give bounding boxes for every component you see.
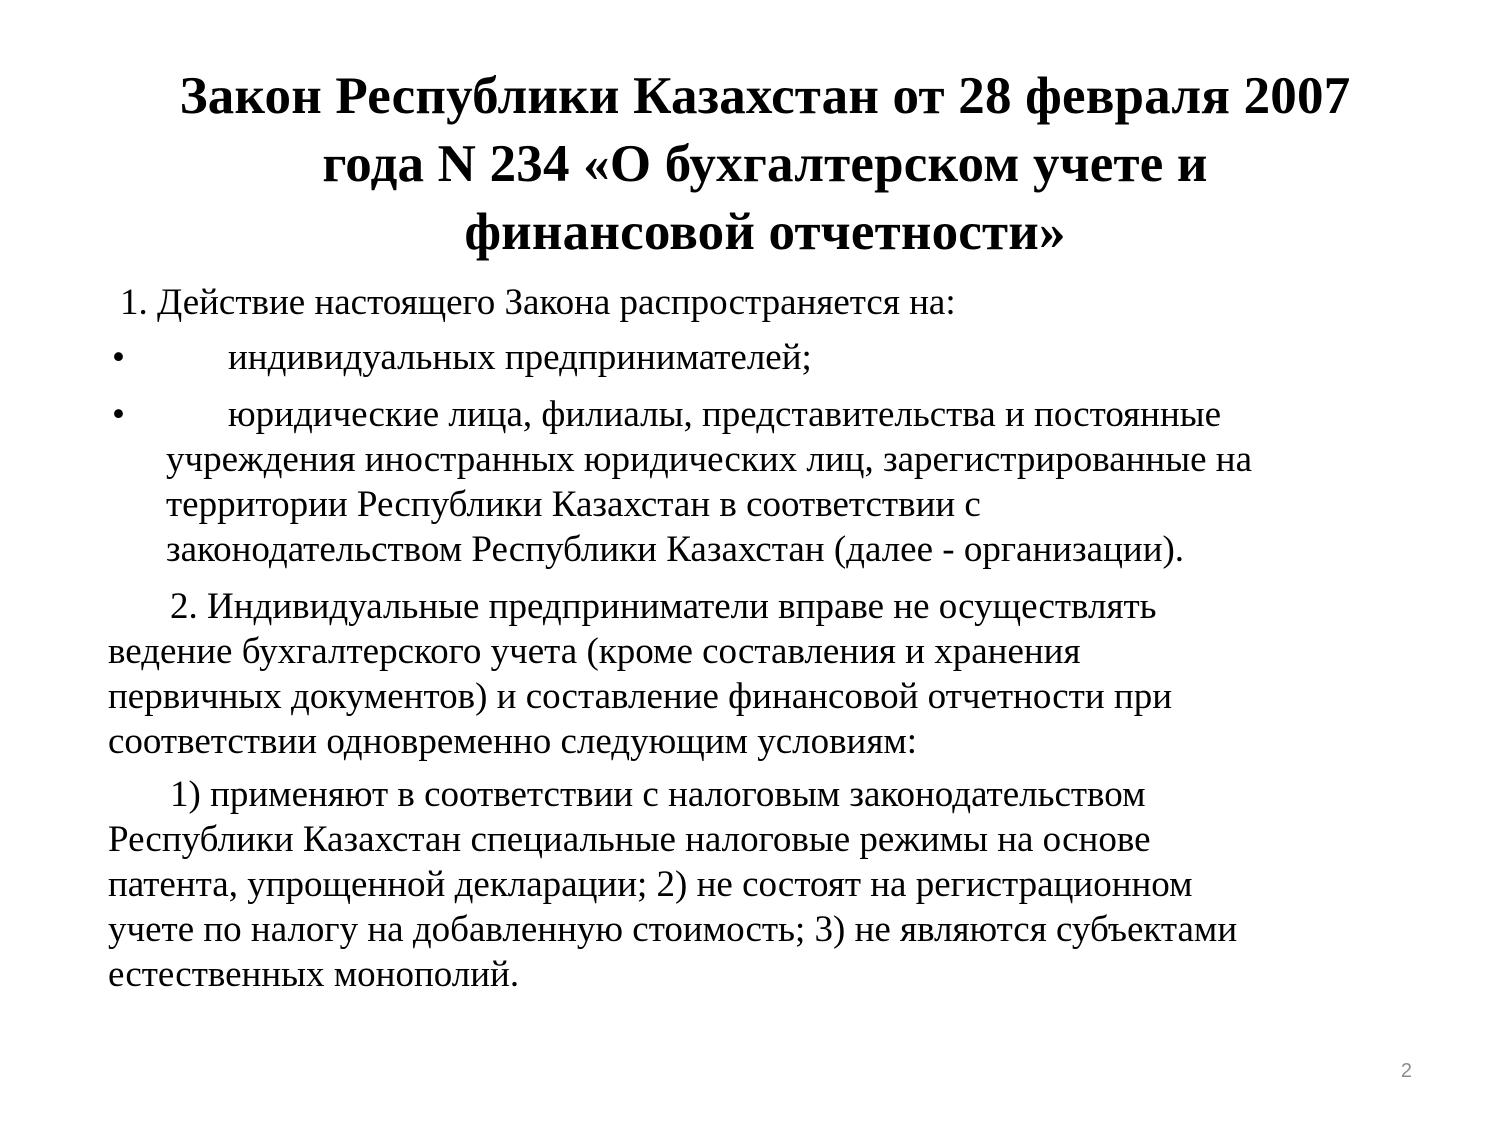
bullet-icon: •: [112, 337, 125, 378]
paragraph-conditions: [108, 772, 1428, 997]
intro-line: 1. Действие настоящего Закона распространяется на:: [120, 282, 956, 323]
slide-body: [108, 280, 1428, 997]
title-line-2: года N 234 «О бухгалтерском учете и: [322, 135, 1208, 193]
paragraph-2: [108, 584, 1428, 764]
bullet-icon: •: [112, 394, 125, 435]
bullet-list: [108, 335, 1428, 572]
bullet-item: [108, 335, 1428, 380]
bullet-item: [108, 392, 1428, 572]
bullet-text: юридические лица, филиалы, представительства и постоянные учреждения иностранных юридических лиц, зарегистрированные на территории Республики Казахстан в соответствии с законодательством Республики Казахстан (далее - организации).: [166, 394, 1252, 570]
paragraph-conditions-text: 1) применяют в соответствии с налоговым законодательством Республики Казахстан специальные налоговые режимы на основе патента, упрощенной декларации; 2) не состоят на регистрационном учете по налогу на добавленную стоимость; 3) не являются субъектами естественных монополий.: [108, 774, 1238, 995]
bullet-text: индивидуальных предпринимателей;: [228, 337, 812, 378]
slide-title: [100, 62, 1430, 266]
title-line-1: Закон Республики Казахстан от 28 февраля 2007: [179, 67, 1351, 125]
page-number: 2: [1400, 1060, 1412, 1082]
paragraph-2-text: 2. Индивидуальные предприниматели вправе не осуществлять ведение бухгалтерского учета (кроме составления и хранения первичных документов) и составление финансовой отчетности при соответствии одновременно следующим условиям:: [108, 586, 1173, 762]
title-line-3: финансовой отчетности»: [464, 203, 1066, 261]
